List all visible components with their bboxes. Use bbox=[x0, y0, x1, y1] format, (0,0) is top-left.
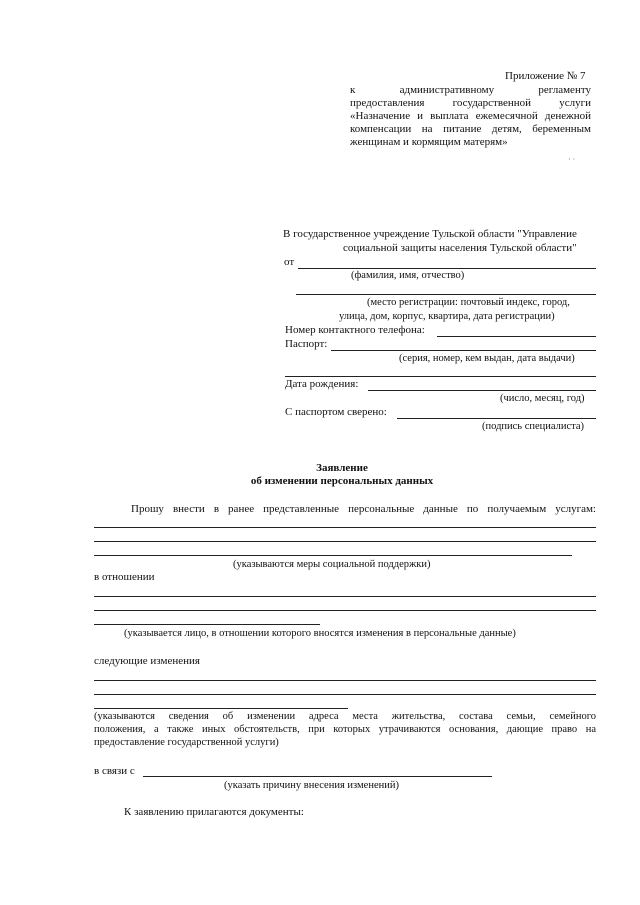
from-label: от bbox=[284, 256, 295, 268]
appendix-line-1: к административному регламенту bbox=[350, 84, 591, 96]
regarding-line-2[interactable] bbox=[94, 610, 596, 611]
statement-title: Заявление bbox=[316, 462, 368, 474]
birth-hint: (число, месяц, год) bbox=[500, 393, 585, 404]
changes-line-2[interactable] bbox=[94, 694, 596, 695]
verified-hint: (подпись специалиста) bbox=[482, 421, 585, 432]
regarding-label: в отношении bbox=[94, 571, 155, 583]
measures-hint: (указываются меры социальной поддержки) bbox=[233, 559, 431, 570]
appendix-line-2: предоставления государственной услуги bbox=[350, 97, 591, 109]
changes-hint-2: положения, а также иных обстоятельств, при которых утрачиваются основания, дающие право на bbox=[94, 724, 596, 735]
addressee-line-1: В государственное учреждение Тульской области "Управление bbox=[283, 228, 577, 240]
changes-line-1[interactable] bbox=[94, 680, 596, 681]
registration-hint-1: (место регистрации: почтовый индекс, город, bbox=[367, 297, 570, 308]
verified-signature-line[interactable] bbox=[397, 418, 596, 419]
passport-label: Паспорт: bbox=[285, 338, 328, 350]
changes-hint-1: (указываются сведения об изменении адреса места жительства, состава семьи, семейного bbox=[94, 711, 596, 722]
passport-field-line-2[interactable] bbox=[285, 376, 596, 377]
changes-line-3[interactable] bbox=[94, 708, 348, 709]
name-hint: (фамилия, имя, отчество) bbox=[351, 270, 465, 281]
person-hint: (указывается лицо, в отношении которого вносятся изменения в персональные данные) bbox=[124, 628, 516, 639]
attachments-text: К заявлению прилагаются документы: bbox=[124, 806, 304, 818]
statement-subtitle: об изменении персональных данных bbox=[250, 475, 434, 487]
birth-label: Дата рождения: bbox=[285, 378, 359, 390]
appendix-number: Приложение № 7 bbox=[505, 70, 586, 82]
appendix-line-5: женщинам и кормящим матерям» bbox=[350, 136, 508, 148]
changes-label: следующие изменения bbox=[94, 655, 200, 667]
reason-hint: (указать причину внесения изменений) bbox=[224, 780, 399, 791]
reason-field-line[interactable] bbox=[143, 776, 492, 777]
reason-label: в связи с bbox=[94, 765, 135, 777]
regarding-line-1[interactable] bbox=[94, 596, 596, 597]
measures-line-2[interactable] bbox=[94, 541, 596, 542]
measures-line-3[interactable] bbox=[94, 555, 572, 556]
birth-field-line[interactable] bbox=[368, 390, 596, 391]
addressee-line-2: социальной защиты населения Тульской области" bbox=[343, 242, 577, 254]
verified-label: С паспортом сверено: bbox=[285, 406, 387, 418]
changes-hint-3: предоставление государственной услуги) bbox=[94, 737, 279, 748]
phone-field-line[interactable] bbox=[437, 336, 596, 337]
appendix-line-4: компенсации на питание детям, беременным bbox=[350, 123, 591, 135]
phone-label: Номер контактного телефона: bbox=[285, 324, 425, 336]
scan-specks: · · bbox=[568, 155, 576, 164]
registration-hint-2: улица, дом, корпус, квартира, дата регистрации) bbox=[339, 311, 555, 322]
registration-field-line[interactable] bbox=[296, 294, 596, 295]
passport-field-line[interactable] bbox=[331, 350, 596, 351]
appendix-line-3: «Назначение и выплата ежемесячной денежной bbox=[350, 110, 591, 122]
regarding-line-3[interactable] bbox=[94, 624, 320, 625]
passport-hint: (серия, номер, кем выдан, дата выдачи) bbox=[399, 353, 575, 364]
measures-line-1[interactable] bbox=[94, 527, 596, 528]
request-text: Прошу внести в ранее представленные персональные данные по получаемым услугам: bbox=[131, 503, 596, 515]
